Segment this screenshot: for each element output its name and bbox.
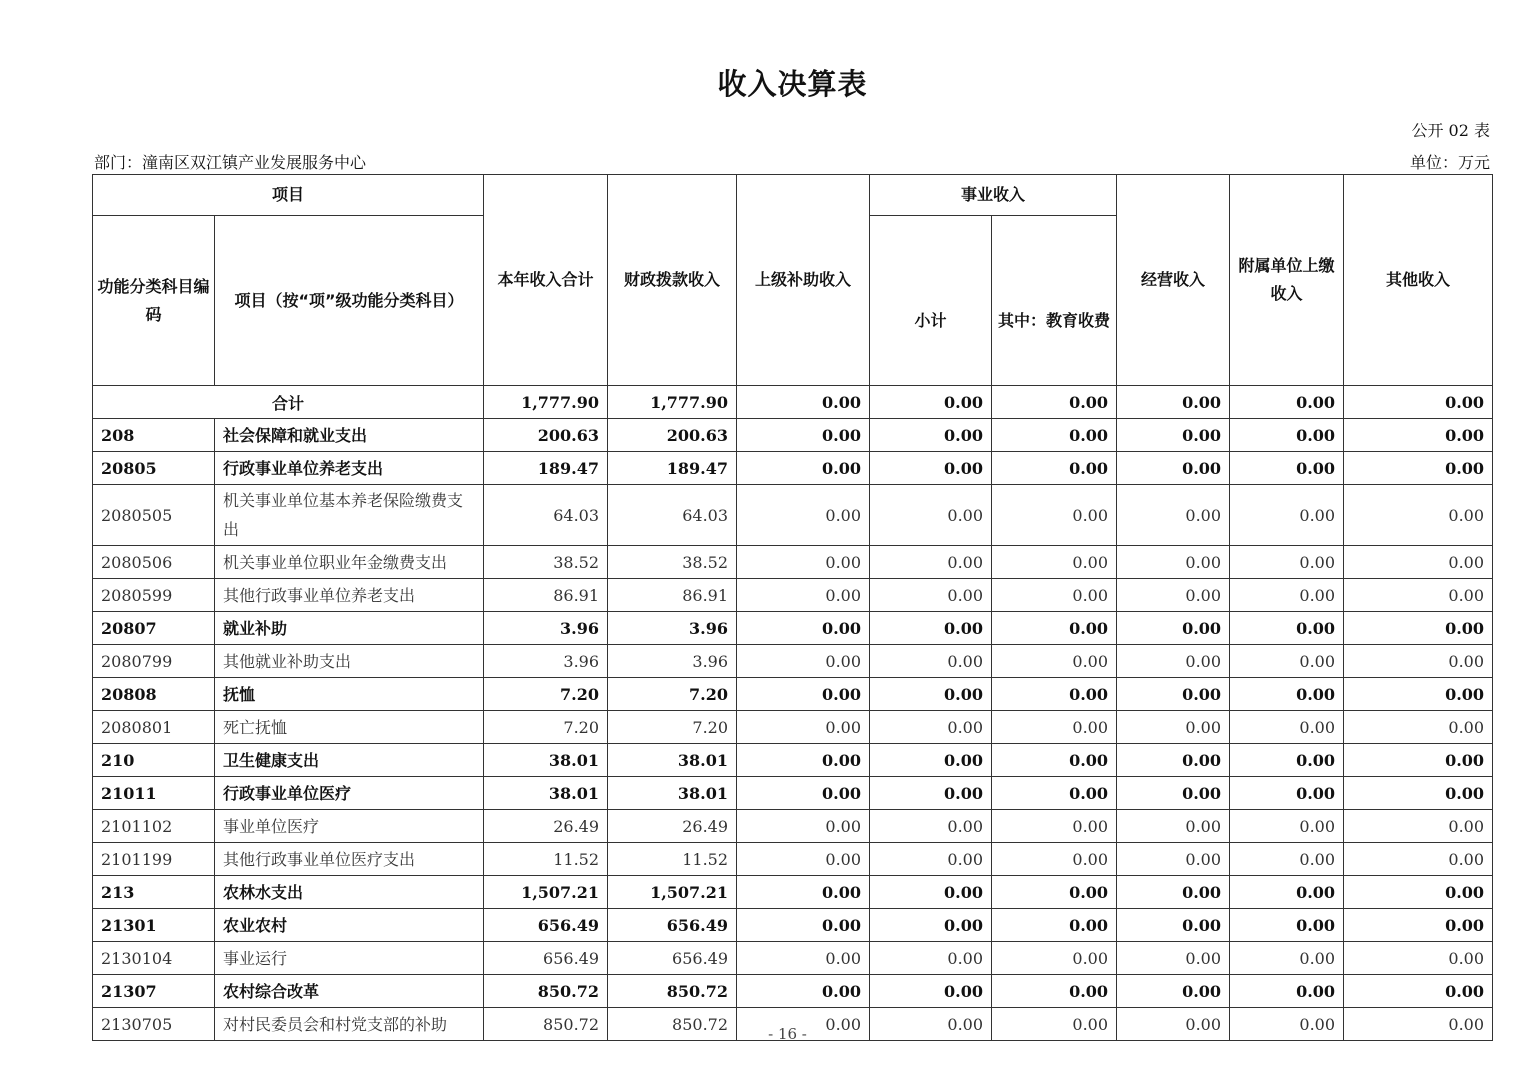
- row-value: 0.00: [1117, 711, 1230, 744]
- header-item-name: 项目（按“项”级功能分类科目）: [215, 216, 484, 386]
- form-number: 公开 02 表: [1411, 121, 1490, 140]
- row-value: 656.49: [608, 942, 737, 975]
- row-value: 0.00: [1117, 909, 1230, 942]
- row-value: 0.00: [992, 678, 1117, 711]
- row-value: 86.91: [608, 579, 737, 612]
- row-value: 64.03: [484, 485, 608, 546]
- header-total-income: 本年收入合计: [484, 175, 608, 386]
- total-value: 0.00: [1230, 386, 1344, 419]
- row-value: 38.01: [484, 777, 608, 810]
- row-code: 20807: [93, 612, 215, 645]
- row-value: 0.00: [1344, 579, 1493, 612]
- row-value: 0.00: [737, 711, 870, 744]
- row-value: 7.20: [484, 711, 608, 744]
- row-name: 死亡抚恤: [215, 711, 484, 744]
- row-name: 事业运行: [215, 942, 484, 975]
- row-value: 0.00: [1344, 810, 1493, 843]
- row-value: 0.00: [737, 909, 870, 942]
- header-fiscal-allocation: 财政拨款收入: [608, 175, 737, 386]
- table-row: [93, 744, 1493, 777]
- header-affiliated-income: 附属单位上缴收入: [1230, 175, 1344, 386]
- row-code: 2080799: [93, 645, 215, 678]
- table-row: [93, 810, 1493, 843]
- header-superior-subsidy: 上级补助收入: [737, 175, 870, 386]
- row-value: 0.00: [870, 579, 992, 612]
- table-body: [93, 386, 1493, 1041]
- row-value: 200.63: [608, 419, 737, 452]
- table-row: [93, 975, 1493, 1008]
- header-operating-income: 经营收入: [1117, 175, 1230, 386]
- total-value: 0.00: [870, 386, 992, 419]
- row-value: 0.00: [1117, 1008, 1230, 1041]
- table-row: [93, 777, 1493, 810]
- row-value: 0.00: [992, 975, 1117, 1008]
- row-value: 0.00: [870, 942, 992, 975]
- table-row: [93, 843, 1493, 876]
- row-value: 0.00: [992, 843, 1117, 876]
- row-value: 0.00: [870, 711, 992, 744]
- row-value: 0.00: [1344, 1008, 1493, 1041]
- row-name: 农业农村: [215, 909, 484, 942]
- row-value: 0.00: [1230, 810, 1344, 843]
- row-value: 0.00: [1117, 744, 1230, 777]
- row-name: 机关事业单位基本养老保险缴费支出: [215, 485, 484, 546]
- table-row: [93, 942, 1493, 975]
- row-name: 行政事业单位养老支出: [215, 452, 484, 485]
- row-value: 0.00: [992, 612, 1117, 645]
- row-value: 0.00: [1230, 876, 1344, 909]
- row-name: 社会保障和就业支出: [215, 419, 484, 452]
- row-value: 0.00: [737, 612, 870, 645]
- row-value: 0.00: [1117, 942, 1230, 975]
- row-value: 0.00: [870, 744, 992, 777]
- row-value: 0.00: [870, 645, 992, 678]
- header-other-income: 其他收入: [1344, 175, 1493, 386]
- row-value: 0.00: [1344, 546, 1493, 579]
- row-value: 0.00: [992, 744, 1117, 777]
- table-row: [93, 485, 1493, 546]
- row-value: 0.00: [1117, 419, 1230, 452]
- table-row: [93, 711, 1493, 744]
- row-name: 卫生健康支出: [215, 744, 484, 777]
- department-label: 部门：潼南区双江镇产业发展服务中心: [94, 153, 367, 172]
- row-value: 0.00: [1117, 645, 1230, 678]
- row-value: 0.00: [1230, 678, 1344, 711]
- header-code: 功能分类科目编码: [93, 216, 215, 386]
- row-code: 2130104: [93, 942, 215, 975]
- row-value: 3.96: [484, 612, 608, 645]
- row-value: 0.00: [1344, 711, 1493, 744]
- header-business-income: 事业收入: [870, 175, 1117, 216]
- row-value: 0.00: [1344, 843, 1493, 876]
- row-value: 850.72: [608, 975, 737, 1008]
- row-value: 0.00: [1230, 843, 1344, 876]
- row-value: 0.00: [1117, 810, 1230, 843]
- row-value: 0.00: [737, 452, 870, 485]
- row-value: 189.47: [484, 452, 608, 485]
- row-value: 0.00: [737, 678, 870, 711]
- row-value: 0.00: [1344, 678, 1493, 711]
- row-value: 0.00: [1230, 942, 1344, 975]
- row-value: 7.20: [608, 711, 737, 744]
- row-value: 0.00: [1230, 419, 1344, 452]
- total-value: 0.00: [737, 386, 870, 419]
- total-value: 1,777.90: [484, 386, 608, 419]
- row-code: 21011: [93, 777, 215, 810]
- row-name: 行政事业单位医疗: [215, 777, 484, 810]
- row-value: 0.00: [1344, 942, 1493, 975]
- row-value: 38.01: [608, 744, 737, 777]
- row-value: 0.00: [992, 485, 1117, 546]
- row-name: 农林水支出: [215, 876, 484, 909]
- row-value: 0.00: [1230, 645, 1344, 678]
- row-value: 0.00: [1344, 452, 1493, 485]
- row-value: 0.00: [870, 975, 992, 1008]
- table-row: [93, 452, 1493, 485]
- row-value: 1,507.21: [484, 876, 608, 909]
- row-name: 农村综合改革: [215, 975, 484, 1008]
- row-code: 2080801: [93, 711, 215, 744]
- header-subtotal: 小计: [870, 216, 992, 386]
- row-value: 0.00: [737, 485, 870, 546]
- row-value: 26.49: [608, 810, 737, 843]
- row-value: 38.01: [608, 777, 737, 810]
- row-value: 0.00: [1117, 975, 1230, 1008]
- row-value: 0.00: [1117, 777, 1230, 810]
- row-value: 0.00: [992, 546, 1117, 579]
- row-code: 213: [93, 876, 215, 909]
- row-value: 656.49: [608, 909, 737, 942]
- row-value: 38.52: [608, 546, 737, 579]
- row-value: 0.00: [870, 419, 992, 452]
- table-row: [93, 876, 1493, 909]
- row-value: 0.00: [1230, 452, 1344, 485]
- row-value: 0.00: [1230, 1008, 1344, 1041]
- row-value: 0.00: [992, 419, 1117, 452]
- row-value: 38.01: [484, 744, 608, 777]
- row-value: 0.00: [1230, 485, 1344, 546]
- total-value: 0.00: [992, 386, 1117, 419]
- row-code: 208: [93, 419, 215, 452]
- row-value: 0.00: [737, 645, 870, 678]
- row-value: 0.00: [1344, 485, 1493, 546]
- table-row: [93, 579, 1493, 612]
- row-name: 抚恤: [215, 678, 484, 711]
- table-row: [93, 909, 1493, 942]
- row-value: 0.00: [870, 452, 992, 485]
- row-value: 0.00: [1117, 876, 1230, 909]
- row-value: 0.00: [737, 777, 870, 810]
- row-value: 0.00: [1117, 485, 1230, 546]
- row-value: 0.00: [737, 1008, 870, 1041]
- row-code: 21307: [93, 975, 215, 1008]
- row-value: 0.00: [1117, 452, 1230, 485]
- row-value: 0.00: [992, 1008, 1117, 1041]
- table-row: [93, 678, 1493, 711]
- row-value: 0.00: [737, 546, 870, 579]
- row-code: 210: [93, 744, 215, 777]
- row-value: 0.00: [870, 546, 992, 579]
- table-row: [93, 612, 1493, 645]
- header-education-fees: 其中：教育收费: [992, 216, 1117, 386]
- row-code: 2080599: [93, 579, 215, 612]
- row-value: 3.96: [608, 645, 737, 678]
- row-code: 2080506: [93, 546, 215, 579]
- table-row: [93, 419, 1493, 452]
- header-project: 项目: [93, 175, 484, 216]
- row-value: 0.00: [870, 612, 992, 645]
- row-value: 0.00: [992, 452, 1117, 485]
- row-value: 0.00: [1344, 612, 1493, 645]
- row-value: 656.49: [484, 909, 608, 942]
- row-value: 0.00: [1344, 419, 1493, 452]
- row-value: 0.00: [992, 942, 1117, 975]
- row-value: 0.00: [1230, 744, 1344, 777]
- row-value: 850.72: [484, 975, 608, 1008]
- row-name: 对村民委员会和村党支部的补助: [215, 1008, 484, 1041]
- row-value: 64.03: [608, 485, 737, 546]
- total-value: 0.00: [1117, 386, 1230, 419]
- row-value: 0.00: [1344, 876, 1493, 909]
- row-code: 21301: [93, 909, 215, 942]
- row-value: 0.00: [870, 843, 992, 876]
- row-value: 0.00: [870, 810, 992, 843]
- table-row: [93, 546, 1493, 579]
- row-value: 0.00: [992, 579, 1117, 612]
- row-value: 0.00: [737, 876, 870, 909]
- row-value: 0.00: [992, 777, 1117, 810]
- page-number: - 16 -: [768, 1025, 807, 1043]
- row-value: 0.00: [1230, 975, 1344, 1008]
- row-value: 0.00: [992, 810, 1117, 843]
- row-value: 0.00: [1344, 777, 1493, 810]
- row-value: 0.00: [1117, 612, 1230, 645]
- income-final-accounts-table: [92, 174, 1493, 1041]
- row-value: 11.52: [484, 843, 608, 876]
- row-code: 2101102: [93, 810, 215, 843]
- row-value: 0.00: [1117, 579, 1230, 612]
- row-value: 26.49: [484, 810, 608, 843]
- row-name: 机关事业单位职业年金缴费支出: [215, 546, 484, 579]
- unit-label: 单位：万元: [1409, 153, 1490, 172]
- row-value: 3.96: [608, 612, 737, 645]
- row-value: 850.72: [484, 1008, 608, 1041]
- row-value: 38.52: [484, 546, 608, 579]
- total-row: [93, 386, 1493, 419]
- row-value: 3.96: [484, 645, 608, 678]
- row-value: 1,507.21: [608, 876, 737, 909]
- row-value: 0.00: [1230, 546, 1344, 579]
- row-value: 656.49: [484, 942, 608, 975]
- row-name: 就业补助: [215, 612, 484, 645]
- row-name: 其他行政事业单位养老支出: [215, 579, 484, 612]
- row-code: 2080505: [93, 485, 215, 546]
- row-value: 0.00: [1117, 546, 1230, 579]
- row-code: 2101199: [93, 843, 215, 876]
- row-value: 0.00: [992, 711, 1117, 744]
- row-value: 0.00: [737, 579, 870, 612]
- row-value: 0.00: [1230, 909, 1344, 942]
- row-value: 11.52: [608, 843, 737, 876]
- total-value: 1,777.90: [608, 386, 737, 419]
- row-value: 86.91: [484, 579, 608, 612]
- row-value: 0.00: [992, 909, 1117, 942]
- row-value: 200.63: [484, 419, 608, 452]
- row-value: 0.00: [1344, 975, 1493, 1008]
- row-value: 0.00: [870, 485, 992, 546]
- row-value: 0.00: [1117, 843, 1230, 876]
- row-value: 7.20: [608, 678, 737, 711]
- row-value: 0.00: [870, 876, 992, 909]
- row-value: 7.20: [484, 678, 608, 711]
- row-value: 0.00: [737, 843, 870, 876]
- row-value: 0.00: [992, 876, 1117, 909]
- row-value: 0.00: [1344, 744, 1493, 777]
- row-value: 0.00: [870, 1008, 992, 1041]
- row-value: 0.00: [1230, 777, 1344, 810]
- page-title: 收入决算表: [717, 67, 868, 101]
- row-value: 0.00: [1344, 645, 1493, 678]
- row-value: 0.00: [1230, 579, 1344, 612]
- row-value: 0.00: [1230, 612, 1344, 645]
- row-value: 0.00: [737, 744, 870, 777]
- row-value: 0.00: [737, 419, 870, 452]
- row-code: 20805: [93, 452, 215, 485]
- row-value: 0.00: [870, 678, 992, 711]
- row-value: 0.00: [1117, 678, 1230, 711]
- row-value: 189.47: [608, 452, 737, 485]
- row-code: 20808: [93, 678, 215, 711]
- row-value: 850.72: [608, 1008, 737, 1041]
- row-value: 0.00: [1230, 711, 1344, 744]
- row-name: 其他就业补助支出: [215, 645, 484, 678]
- row-name: 事业单位医疗: [215, 810, 484, 843]
- row-value: 0.00: [992, 645, 1117, 678]
- row-name: 其他行政事业单位医疗支出: [215, 843, 484, 876]
- table-row: [93, 645, 1493, 678]
- row-value: 0.00: [1344, 909, 1493, 942]
- row-value: 0.00: [737, 975, 870, 1008]
- row-value: 0.00: [870, 777, 992, 810]
- total-label: 合计: [93, 386, 484, 419]
- row-code: 2130705: [93, 1008, 215, 1041]
- row-value: 0.00: [737, 810, 870, 843]
- row-value: 0.00: [870, 909, 992, 942]
- total-value: 0.00: [1344, 386, 1493, 419]
- row-value: 0.00: [737, 942, 870, 975]
